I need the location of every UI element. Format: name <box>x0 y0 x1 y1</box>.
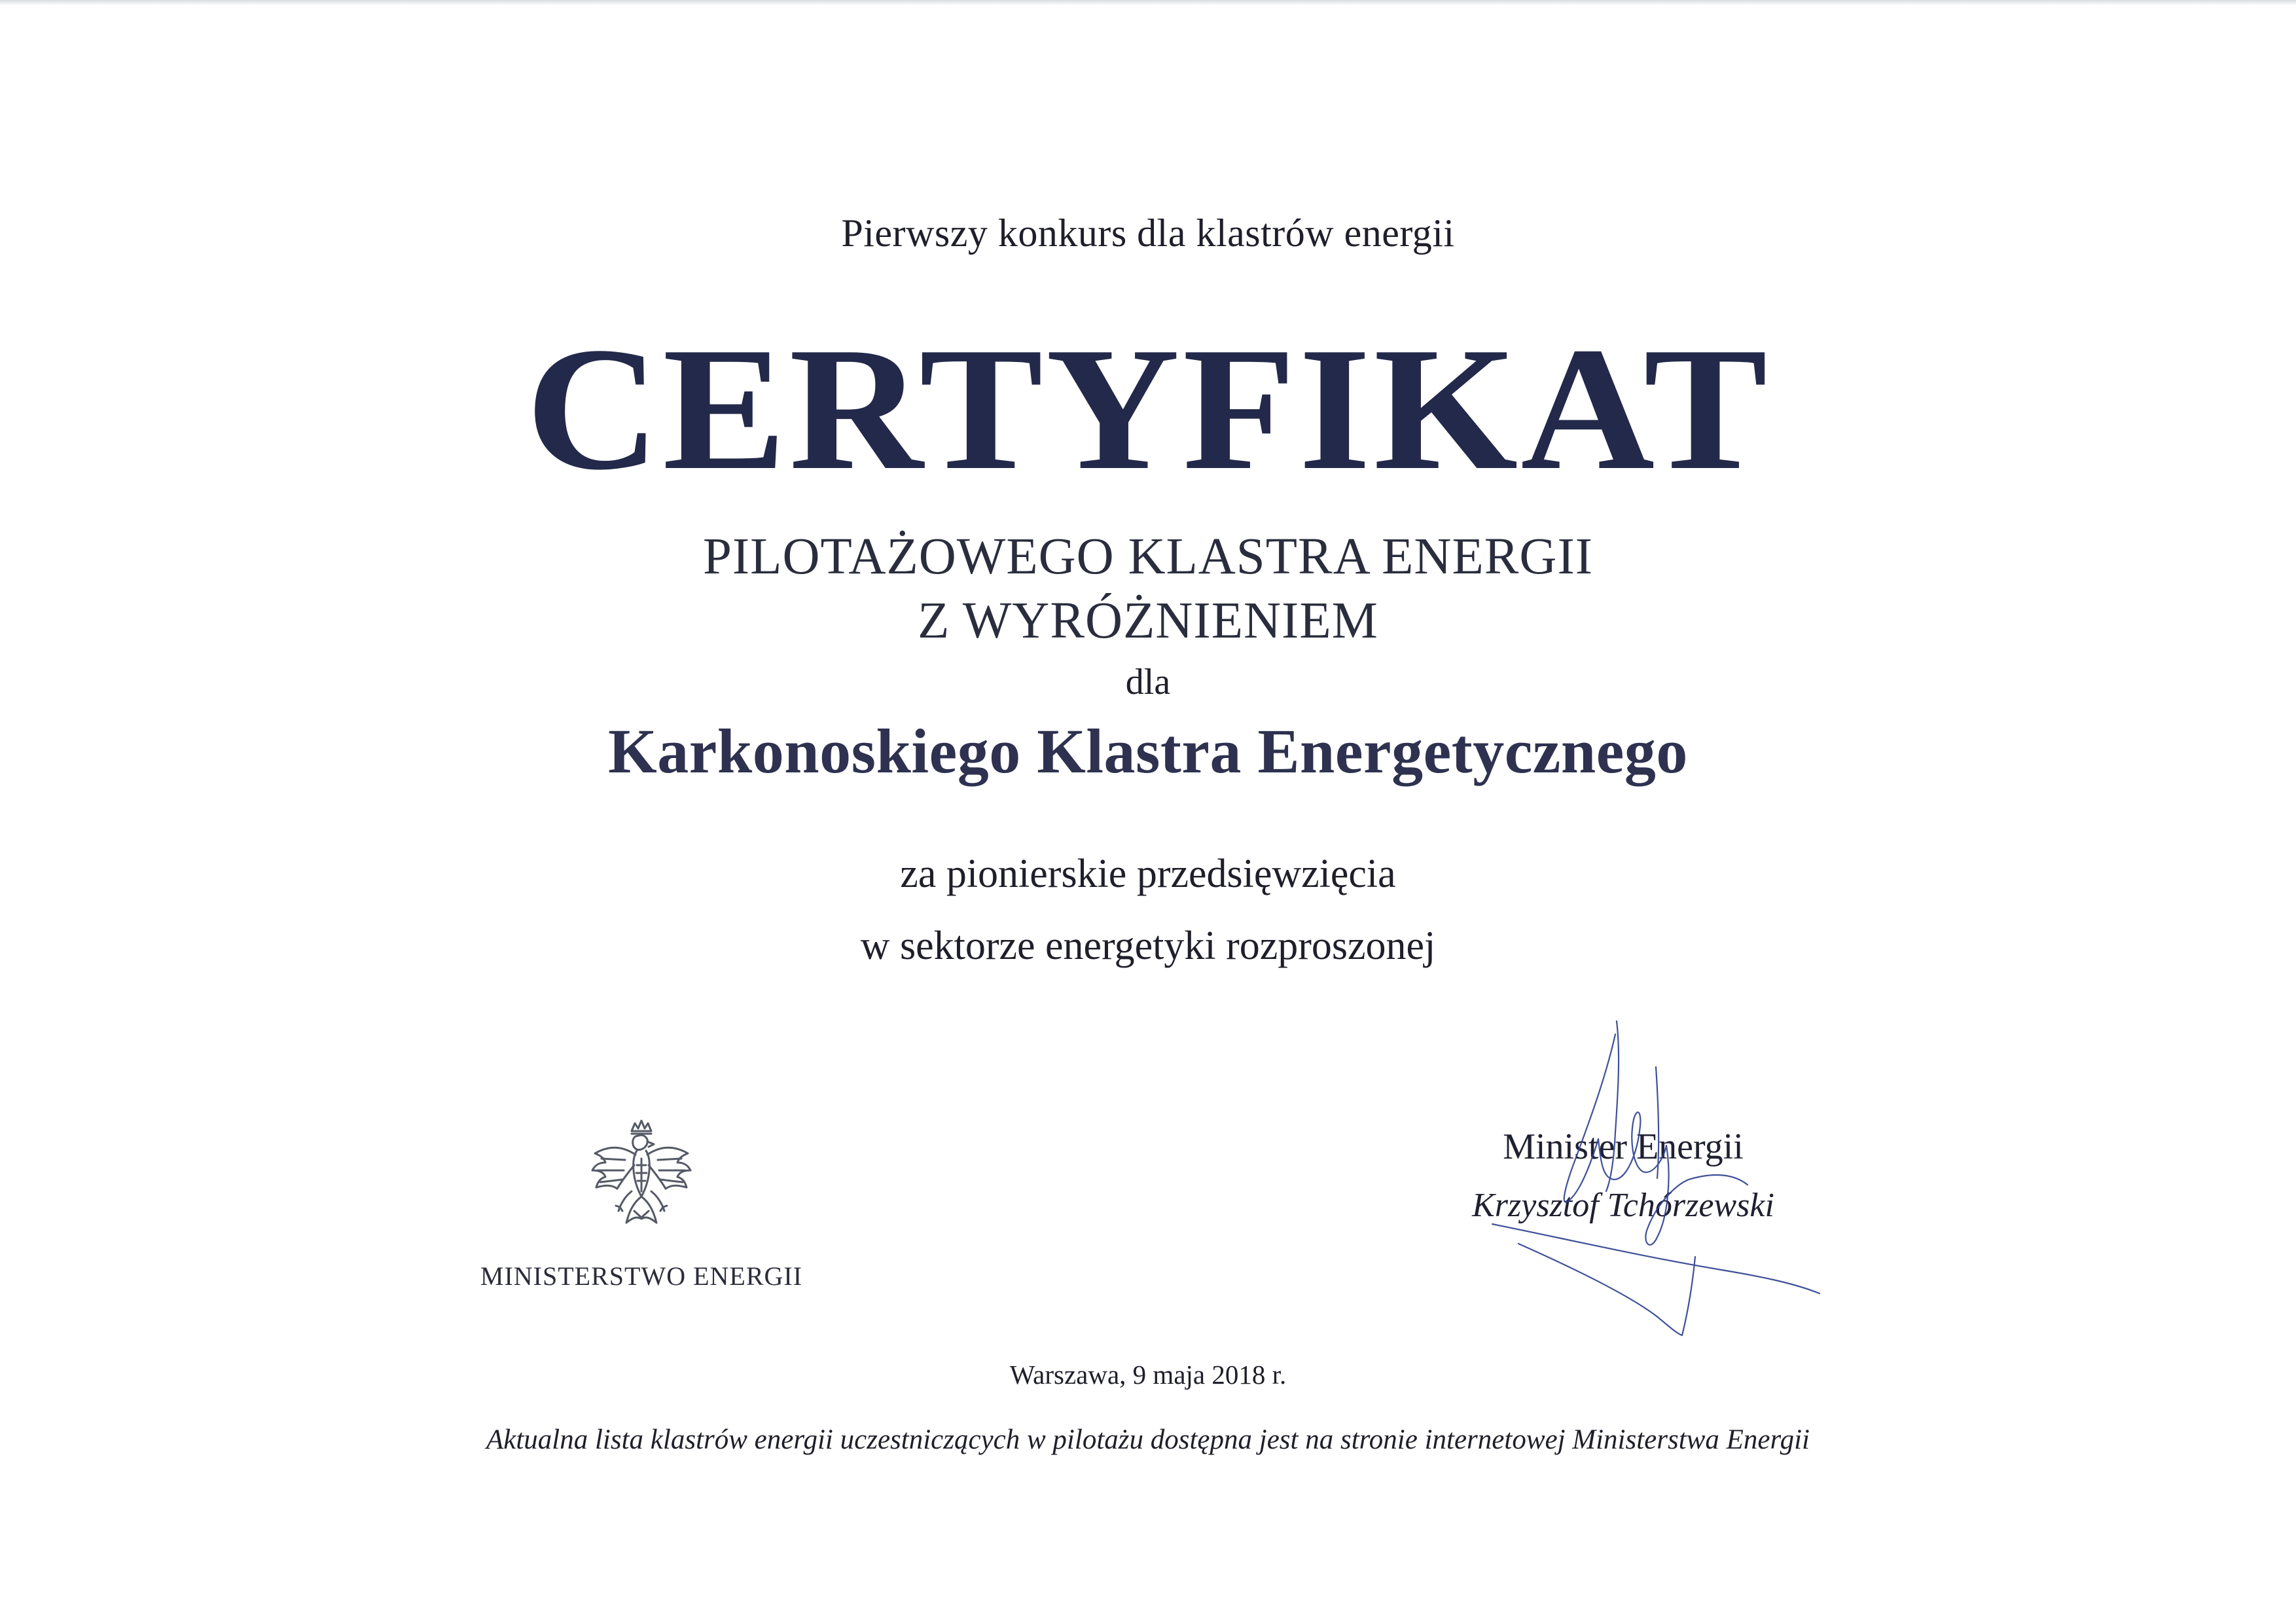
minister-title: Minister Energii <box>1503 1127 1744 1167</box>
ministry-name: MINISTERSTWO ENERGII <box>480 1261 803 1291</box>
scan-edge-shadow <box>0 0 2296 5</box>
recipient-name: Karkonoskiego Klastra Energetycznego <box>608 716 1688 786</box>
certificate-type-line2: Z WYRÓŻNIENIEM <box>918 592 1378 649</box>
footer-note: Aktualna lista klastrów energii uczestniczących w pilotażu dostępna jest na stronie internetowej Ministerstwa Energii <box>486 1424 1810 1455</box>
reason-line1: za pionierskie przedsięwzięcia <box>900 852 1396 896</box>
place-and-date: Warszawa, 9 maja 2018 r. <box>1009 1360 1287 1390</box>
reason-line2: w sektorze energetyki rozproszonej <box>860 924 1436 968</box>
ministry-block <box>478 1119 805 1291</box>
certificate-type-line1: PILOTAŻOWEGO KLASTRA ENERGII <box>702 528 1594 585</box>
handwritten-signature <box>1407 1008 1833 1348</box>
certificate-title: CERTYFIKAT <box>526 311 1770 507</box>
contest-subtitle: Pierwszy konkurs dla klastrów energii <box>841 211 1455 255</box>
minister-name: Krzysztof Tchórzewski <box>1472 1187 1774 1224</box>
white-eagle-emblem-icon <box>586 1119 697 1244</box>
for-word: dla <box>1125 662 1171 702</box>
